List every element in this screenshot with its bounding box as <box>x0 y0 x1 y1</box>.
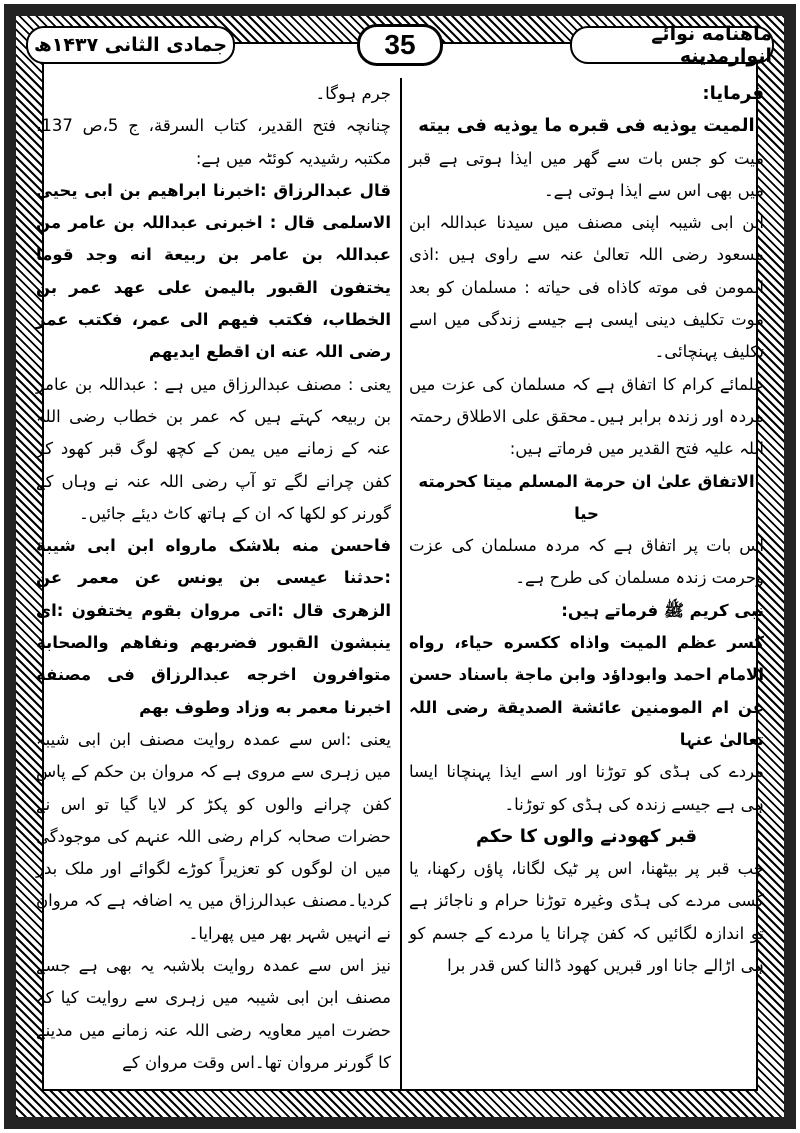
paragraph: مردے کی ہڈی کو توڑنا اور اسے ایذا پہنچانا ایسا ہی ہے جیسے زندہ کی ہڈی کو توڑنا۔ <box>409 762 764 814</box>
paragraph: فرمایا: <box>702 83 764 104</box>
paragraph: نیز اس سے عمدہ روایت بلاشبہ یہ بھی ہے جسے مصنف ابن ابی شیبہ میں زہری سے روایت کیا کہ حضرت امیر معاویہ رضی اللہ عنہ زمانے میں مدینے کا گورنر مروان تھا۔اس وقت مروان کے <box>36 956 391 1072</box>
paragraph: المیت یوذیه فی قبره ما یوذیه فی بیته <box>418 115 755 137</box>
paragraph: اس بات پر اتفاق ہے کہ مردہ مسلمان کی عزت وحرمت زندہ مسلمان کی طرح ہے۔ <box>409 536 764 588</box>
magazine-title: ماهنامه نوائے انوارمدینه <box>570 26 774 64</box>
paragraph: قبر کھودنے والوں کا حکم <box>475 825 698 847</box>
paragraph: قال عبدالرزاق :اخبرنا ابراهیم بن ابی یحیی الاسلمی قال : اخبرنی عبداللہ بن عامر من عبداللہ بن عامر بن ربیعة انه وجد قوما یختفون القبور بالیمن علی عهد عمر بن الخطاب، فکتب فیهم الی عمر، فکتب عمر رضی اللہ عنه ان اقطع ایدیهم <box>36 180 391 362</box>
paragraph: نبی کریم ﷺ فرماتے ہیں: <box>561 600 764 620</box>
paragraph: علمائے کرام کا اتفاق ہے کہ مسلمان کی عزت میں مردہ اور زندہ برابر ہیں۔محقق علی الاطلاق رحمتہ اللہ علیہ فتح القدیر میں فرماتے ہیں: <box>409 374 764 459</box>
paragraph: یعنی : مصنف عبدالرزاق میں ہے : عبداللہ بن عامر بن ربیعہ کہتے ہیں کہ عمر بن خطاب رضی اللہ عنہ کے زمانے میں یمن کے کچھ لوگ قبر کھود کر کفن چرانے لگے تو آپ رضی اللہ عنہ نے وہاں کے گورنر کو لکھا کہ ان کے ہاتھ کاٹ دیئے جائیں۔ <box>36 374 391 523</box>
paragraph: الاتفاق علیٰ ان حرمة المسلم میتا کحرمته حیا <box>418 471 755 523</box>
paragraph: جب قبر پر بیٹھنا، اس پر ٹیک لگانا، پاؤں رکھنا، یا کسی مردے کی ہڈی وغیرہ توڑنا حرام و ناجائز ہے تو اندازہ لگائیں کہ کفن چرانا یا مردے کے جسم کو ہی اڑالے جانا اور قبریں کھود ڈالنا کس قدر برا <box>409 859 764 976</box>
left-column <box>36 78 391 1091</box>
page-number: 35 <box>357 24 443 66</box>
paragraph: چنانچہ فتح القدیر، کتاب السرقة، ج 5،ص 137، مکتبہ رشیدیہ کوئٹہ میں ہے: <box>36 116 391 168</box>
paragraph: فاحسن منه بلاشک مارواه ابن ابی شیبة :حدثنا عیسی بن یونس عن معمر عن الزهری قال :اتی مروان بقوم یختفون :ای ینبشون القبور فضربهم ونفاهم والصحابة متوافرون اخرجه عبدالرزاق فی مصنفه اخبرنا معمر به وزاد وطوف بهم <box>36 536 391 717</box>
article-body <box>36 78 764 1091</box>
paragraph: کسر عظم المیت واذاه ککسره حیاء، رواه الامام احمد وابوداؤد وابن ماجة باسناد حسن عن ام المومنین عائشة الصدیقة رضی اللہ تعالیٰ عنہا <box>409 633 764 749</box>
issue-date: جمادی الثانی ۱۴۳۷ھ <box>26 26 235 64</box>
paragraph: یعنی :اس سے عمدہ روایت مصنف ابن ابی شیبہ میں زہری سے مروی ہے کہ مروان بن حکم کے پاس کفن چرانے والوں کو پکڑ کر لایا گیا تو اس نے حضرات صحابہ کرام رضی اللہ عنہم کی موجودگی میں ان لوگوں کو تعزیراً کوڑے لگوائے اور ملک بدر کردیا۔مصنف عبدالرزاق میں یہ اضافہ ہے کہ مروان نے انہیں شہر بھر میں پھرایا۔ <box>36 729 391 943</box>
paragraph: ابن ابی شیبہ اپنی مصنف میں سیدنا عبداللہ ابن مسعود رضی اللہ تعالیٰ عنہ سے راوی ہیں :اذی المومن فی موته کاذاه فی حیاته : مسلمان کو بعد موت تکلیف دینی ایسی ہے جیسے زندگی میں اسے تکلیف پہنچائی۔ <box>409 213 764 362</box>
right-column <box>409 78 764 1091</box>
page-header <box>26 24 774 66</box>
paragraph: میت کو جس بات سے گھر میں ایذا ہوتی ہے قبر میں بھی اس سے ایذا ہوتی ہے۔ <box>409 148 764 200</box>
paragraph: جرم ہوگا۔ <box>315 84 391 103</box>
column-divider <box>400 78 402 1091</box>
